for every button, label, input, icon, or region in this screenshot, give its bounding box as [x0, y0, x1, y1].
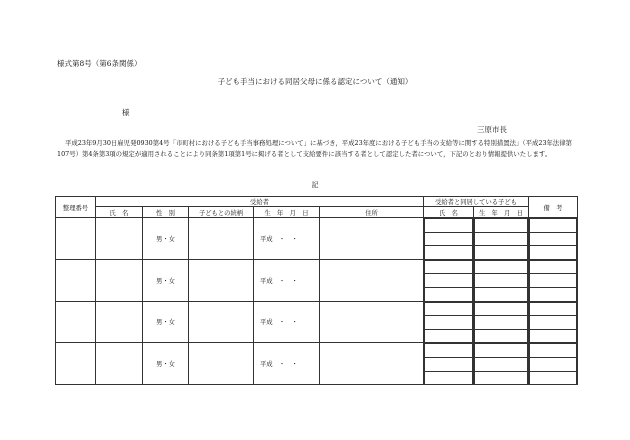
child-birth-slot[interactable]: [475, 287, 528, 300]
birth-cell[interactable]: 平成 ・ ・: [254, 259, 320, 301]
child-birth-slot[interactable]: [475, 316, 528, 330]
table-row: [56, 343, 578, 385]
child-birth-cell: [474, 301, 529, 343]
child-name-slot[interactable]: [425, 219, 473, 233]
child-name-slot[interactable]: [425, 371, 473, 384]
sex-cell[interactable]: 男・女: [143, 259, 189, 301]
child-birth-slot[interactable]: [475, 302, 528, 316]
relation-cell[interactable]: [189, 218, 254, 260]
child-name-slot[interactable]: [425, 260, 473, 274]
address-cell[interactable]: [320, 218, 424, 260]
relation-cell[interactable]: [189, 259, 254, 301]
header-child-group: 受給者と同居している子ども: [424, 197, 529, 207]
child-name-slot[interactable]: [425, 302, 473, 316]
form-number: 様式第8号（第6条関係）: [57, 59, 142, 68]
child-name-cell: [424, 259, 474, 301]
table-row: [56, 218, 578, 260]
header-biko: 備 考: [529, 197, 578, 218]
seiri-number-cell[interactable]: [56, 259, 96, 301]
address-cell[interactable]: [320, 259, 424, 301]
birth-cell[interactable]: 平成 ・ ・: [254, 343, 320, 385]
child-birth-cell: [474, 343, 529, 385]
biko-slot[interactable]: [530, 302, 577, 316]
child-birth-cell: [474, 218, 529, 260]
biko-slot[interactable]: [530, 287, 577, 300]
header-jukyusha-group: 受給者: [96, 197, 424, 207]
child-name-slot[interactable]: [425, 246, 473, 259]
name-cell[interactable]: [96, 259, 143, 301]
child-birth-slot[interactable]: [475, 232, 528, 246]
header-sex: 性 別: [143, 207, 189, 218]
child-name-cell: [424, 218, 474, 260]
biko-slot[interactable]: [530, 232, 577, 246]
issuer-name: 三原市長: [477, 125, 507, 134]
biko-slot[interactable]: [530, 219, 577, 233]
child-birth-slot[interactable]: [475, 219, 528, 233]
header-birth: 生 年 月 日: [254, 207, 320, 218]
child-birth-slot[interactable]: [475, 344, 528, 358]
seiri-number-cell[interactable]: [56, 343, 96, 385]
seiri-number-cell[interactable]: [56, 218, 96, 260]
biko-slot[interactable]: [530, 246, 577, 259]
biko-cell: [529, 343, 578, 385]
seiri-number-cell[interactable]: [56, 301, 96, 343]
recipient-suffix: 様: [122, 108, 130, 117]
relation-cell[interactable]: [189, 301, 254, 343]
child-birth-slot[interactable]: [475, 357, 528, 371]
child-birth-slot[interactable]: [475, 329, 528, 342]
child-name-cell: [424, 301, 474, 343]
relation-cell[interactable]: [189, 343, 254, 385]
biko-slot[interactable]: [530, 316, 577, 330]
child-name-slot[interactable]: [425, 287, 473, 300]
table-row: [56, 259, 578, 301]
address-cell[interactable]: [320, 343, 424, 385]
child-birth-slot[interactable]: [475, 371, 528, 384]
child-name-slot[interactable]: [425, 232, 473, 246]
child-birth-slot[interactable]: [475, 260, 528, 274]
name-cell[interactable]: [96, 218, 143, 260]
header-name: 氏 名: [96, 207, 143, 218]
biko-cell: [529, 301, 578, 343]
biko-slot[interactable]: [530, 274, 577, 288]
child-name-slot[interactable]: [425, 329, 473, 342]
ki-heading: 記: [311, 181, 319, 189]
child-name-cell: [424, 343, 474, 385]
info-table: [55, 196, 578, 385]
header-child-birth: 生 年 月 日: [474, 207, 529, 218]
child-birth-slot[interactable]: [475, 274, 528, 288]
biko-slot[interactable]: [530, 344, 577, 358]
child-birth-cell: [474, 259, 529, 301]
sex-cell[interactable]: 男・女: [143, 343, 189, 385]
biko-slot[interactable]: [530, 357, 577, 371]
table-row: [56, 301, 578, 343]
child-birth-slot[interactable]: [475, 246, 528, 259]
biko-slot[interactable]: [530, 260, 577, 274]
birth-cell[interactable]: 平成 ・ ・: [254, 218, 320, 260]
body-paragraph: 平成23年9月30日雇児発0930第4号「市町村における子ども手当事務処理について」に基づき，平成23年度における子ども手当の支給等に関する特別措置法」（平成23年法律第107号）第4条第3項の規定が適用されることにより同条第1項第1号に掲げる者として支給要件に該当する者として認定した者について，下記のとおり情報提供いたします。: [57, 139, 573, 158]
child-name-slot[interactable]: [425, 316, 473, 330]
birth-cell[interactable]: 平成 ・ ・: [254, 301, 320, 343]
header-child-name: 氏 名: [424, 207, 474, 218]
name-cell[interactable]: [96, 343, 143, 385]
biko-slot[interactable]: [530, 371, 577, 384]
child-name-slot[interactable]: [425, 357, 473, 371]
child-name-slot[interactable]: [425, 344, 473, 358]
document-title: 子ども手当における同居父母に係る認定について（通知）: [217, 77, 413, 86]
child-name-slot[interactable]: [425, 274, 473, 288]
header-address: 住所: [320, 207, 424, 218]
name-cell[interactable]: [96, 301, 143, 343]
biko-slot[interactable]: [530, 329, 577, 342]
header-seiri: 整理番号: [56, 197, 96, 218]
sex-cell[interactable]: 男・女: [143, 301, 189, 343]
sex-cell[interactable]: 男・女: [143, 218, 189, 260]
biko-cell: [529, 259, 578, 301]
biko-cell: [529, 218, 578, 260]
header-relation: 子どもとの続柄: [189, 207, 254, 218]
address-cell[interactable]: [320, 301, 424, 343]
